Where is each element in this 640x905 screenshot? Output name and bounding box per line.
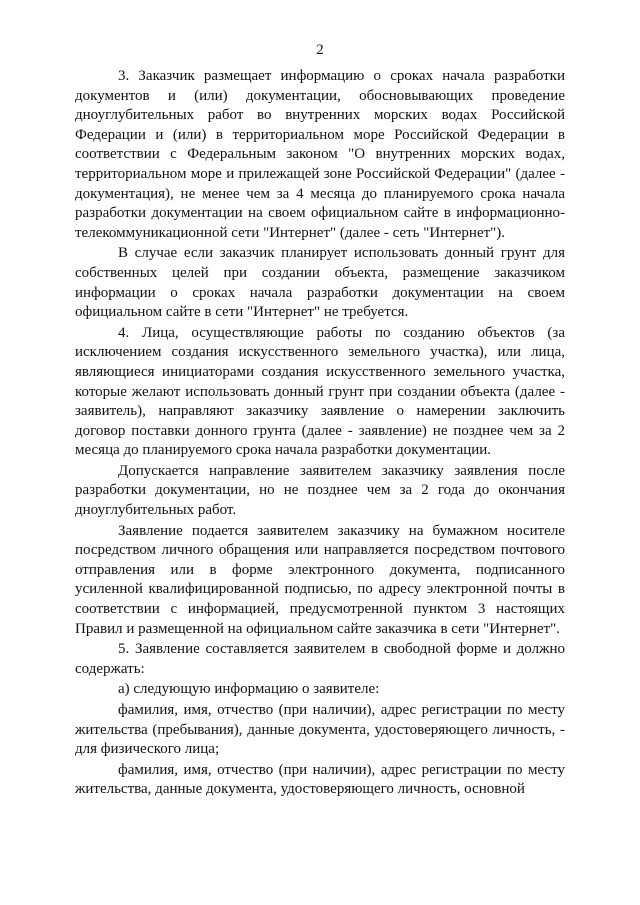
page-number: 2: [316, 42, 324, 58]
paragraph-late-application: Допускается направление заявителем заказчику заявления после разработки документации, но не позднее чем за 2 года до окончания дноуглубительных работ.: [75, 462, 565, 519]
paragraph-submission-method: Заявление подается заявителем заказчику на бумажном носителе посредством личного обращения или направляется посредством почтового отправления или в форме электронного документа, подписанного усиленной квалифицированной подписью, по адресу электронной почты в соответствии с информацией, предусмотренной пунктом 3 настоящих Правил и размещенной на официальном сайте заказчика в сети "Интернет".: [75, 522, 565, 637]
paragraph-5-contents: 5. Заявление составляется заявителем в свободной форме и должно содержать:: [75, 641, 565, 677]
paragraph-entrepreneur: фамилия, имя, отчество (при наличии), адрес регистрации по месту жительства, данные документа, удостоверяющего личность, основной: [75, 761, 565, 798]
paragraph-4-applicants: 4. Лица, осуществляющие работы по созданию объектов (за исключением создания искусственного земельного участка), или лица, являющиеся инициаторами создания искусственного земельного участка, которые желают использовать донный грунт при создании объекта (далее - заявитель), направляют заказчику заявление о намерении заключить договор поставки донного грунта (далее - заявление) не позднее чем за 2 месяца до планируемого срока начала разработки документации.: [75, 324, 565, 459]
document-body: [75, 67, 565, 801]
paragraph-5a-applicant-info: а) следующую информацию о заявителе:: [118, 681, 380, 698]
paragraph-own-use-exception: В случае если заказчик планирует использовать донный грунт для собственных целей при создании объекта, размещение заказчиком информации о сроках начала разработки документации на своем официальном сайте в сети "Интернет" не требуется.: [75, 245, 565, 321]
paragraph-individual: фамилия, имя, отчество (при наличии), адрес регистрации по месту жительства (пребывания), данные документа, удостоверяющего личность, - для физического лица;: [75, 702, 565, 758]
paragraph-3-notice: 3. Заказчик размещает информацию о сроках начала разработки документов и (или) документации, обосновывающих проведение дноуглубительных работ во внутренних морских водах Российской Федерации и (или) в территориальном море Российской Федерации в соответствии с Федеральным законом "О внутренних морских водах, территориальном море и прилежащей зоне Российской Федерации" (далее - документация), не менее чем за 4 месяца до планируемого срока начала разработки документации на своем официальном сайте в информационно-телекоммуникационной сети "Интернет" (далее - сеть "Интернет").: [75, 68, 565, 241]
